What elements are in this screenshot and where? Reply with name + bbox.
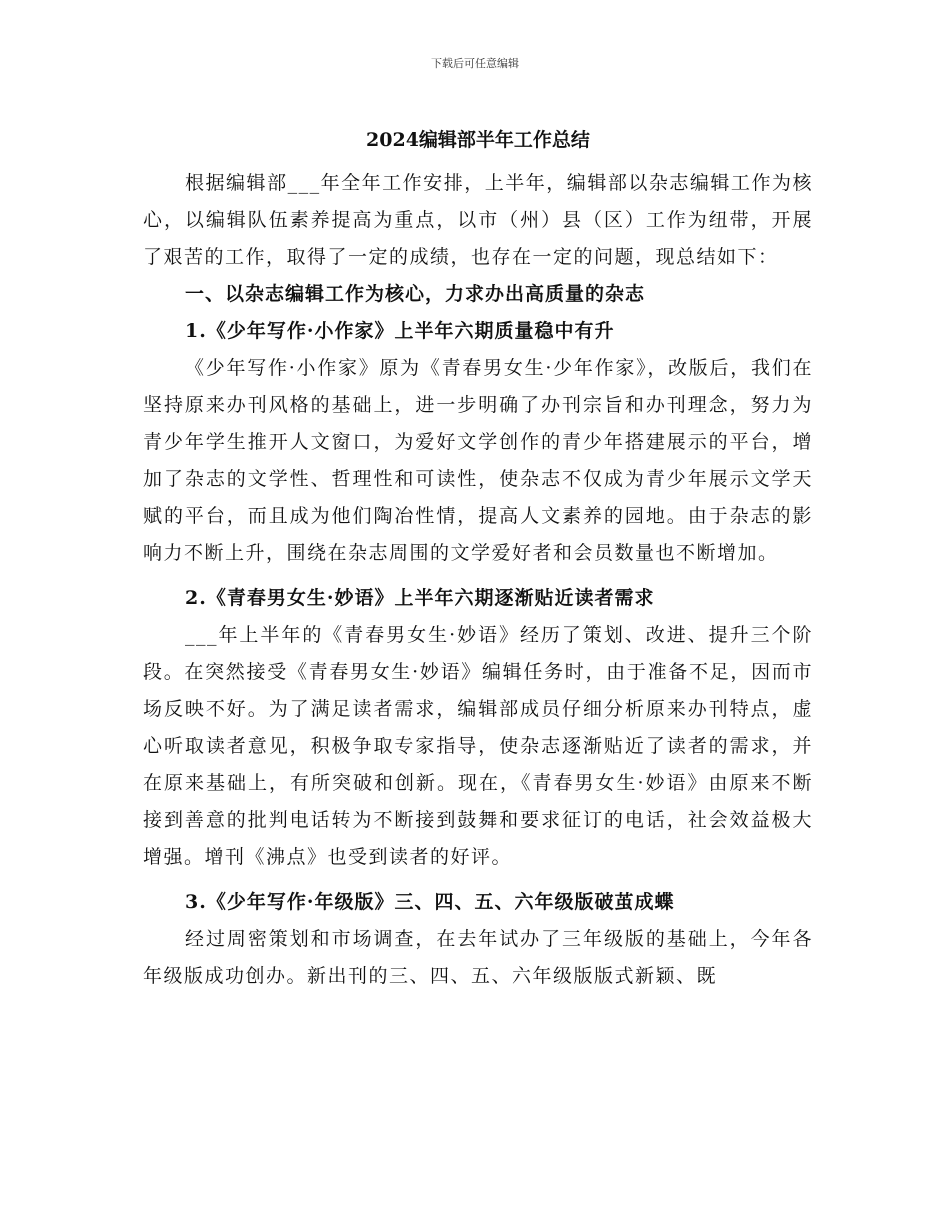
document-page: [143, 120, 813, 995]
page-title: 2024编辑部半年工作总结: [366, 129, 590, 151]
subsection-1-heading: 1.《少年写作·小作家》上半年六期质量稳中有升: [185, 320, 615, 342]
subsection-1-body: 《少年写作·小作家》原为《青春男女生·少年作家》，改版后，我们在坚持原来办刊风格的基础上，进一步明确了办刊宗旨和办刊理念，努力为青少年学生推开人文窗口，为爱好文学创作的青少年搭建展示的平台，增加了杂志的文学性、哲理性和可读性，使杂志不仅成为青少年展示文学天赋的平台，而且成为他们陶冶性情，提高人文素养的园地。由于杂志的影响力不断上升，围绕在杂志周围的文学爱好者和会员数量也不断增加。: [143, 357, 813, 564]
section-1-heading: 一、以杂志编辑工作为核心，力求办出高质量的杂志: [185, 283, 646, 305]
subsection-2-body: ___年上半年的《青春男女生·妙语》经历了策划、改进、提升三个阶段。在突然接受《青春男女生·妙语》编辑任务时，由于准备不足，因而市场反映不好。为了满足读者需求，编辑部成员仔细分析原来办刊特点，虚心听取读者意见，积极争取专家指导，使杂志逐渐贴近了读者的需求，并在原来基础上，有所突破和创新。现在，《青春男女生·妙语》由原来不断接到善意的批判电话转为不断接到鼓舞和要求征订的电话，社会效益极大增强。增刊《沸点》也受到读者的好评。: [143, 624, 813, 868]
subsection-2-heading: 2.《青春男女生·妙语》上半年六期逐渐贴近读者需求: [185, 587, 655, 609]
subsection-3-body: 经过周密策划和市场调查，在去年试办了三年级版的基础上，今年各年级版成功创办。新出刊的三、四、五、六年级版版式新颖、既: [143, 928, 813, 987]
intro-paragraph: 根据编辑部___年全年工作安排，上半年，编辑部以杂志编辑工作为核心，以编辑队伍素养提高为重点，以市（州）县（区）工作为纽带，开展了艰苦的工作，取得了一定的成绩，也存在一定的问题，现总结如下：: [143, 172, 813, 268]
subsection-3-heading: 3.《少年写作·年级版》三、四、五、六年级版破茧成蝶: [185, 891, 675, 913]
header-note: 下载后可任意编辑: [431, 57, 519, 70]
